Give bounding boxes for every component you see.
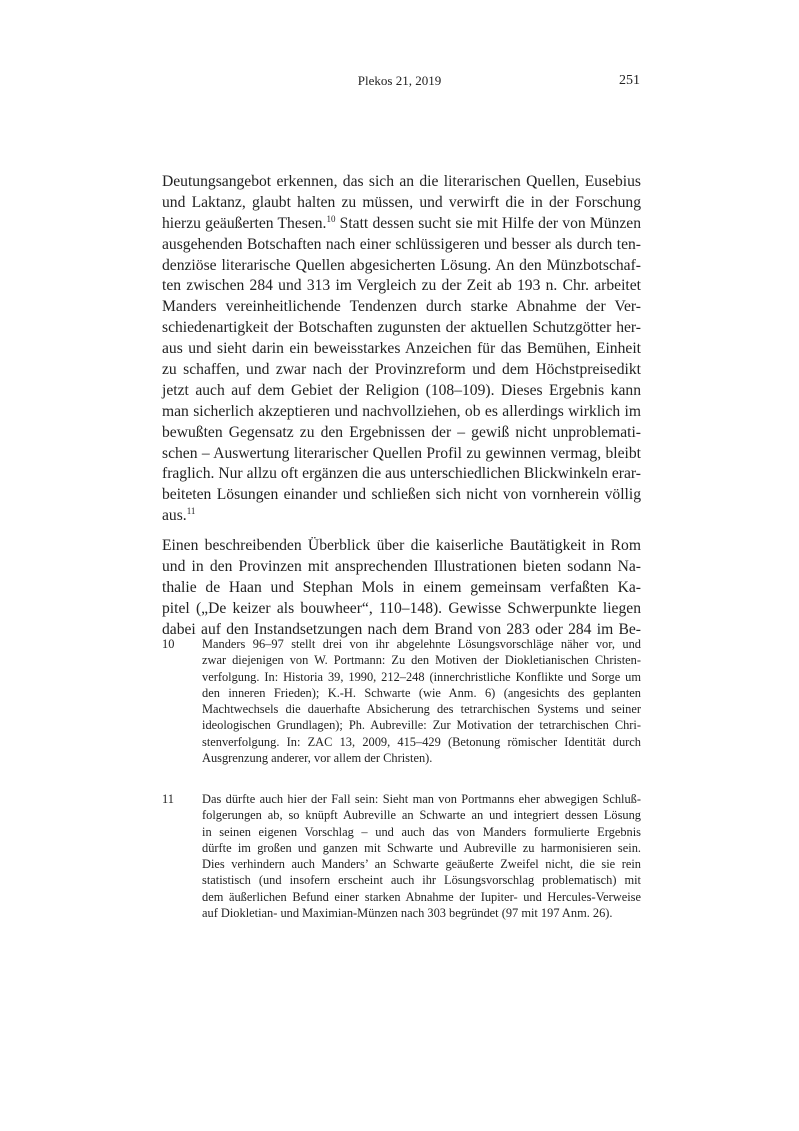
- footnote-line: dem äußerlichen Befund einer starken Abnahme der Iupiter- und Hercules-Verweise: [202, 889, 641, 904]
- footnote-reference[interactable]: 11: [186, 506, 196, 517]
- line-text: man sicherlich akzeptieren und nachvollziehen, ob es allerdings wirklich im: [162, 402, 641, 420]
- line-text: und in den Provinzen mit ansprechenden Illustrationen bieten sodann Na-: [162, 558, 641, 576]
- text-line: [162, 276, 641, 297]
- text-line: [162, 536, 641, 557]
- line-text: beiteten Lösungen einander und schließen sich nicht von vornherein völlig: [162, 486, 641, 504]
- line-text: schiedenartigkeit der Botschaften zugunsten der aktuellen Schutzgötter her-: [162, 319, 641, 337]
- footnote-text: [202, 636, 641, 766]
- text-line: [162, 193, 641, 214]
- line-text: fraglich. Nur allzu oft ergänzen die aus unterschiedlichen Blickwinkeln erar-: [162, 465, 641, 483]
- footnote-line: auf Diokletian- und Maximian-Münzen nach 303 begründet (97 mit 197 Anm. 26).: [202, 906, 613, 921]
- text-line: [162, 360, 641, 381]
- line-text: pitel („De keizer als bouwheer“, 110–148). Gewisse Schwerpunkte liegen: [162, 599, 641, 617]
- line-text: jetzt auch auf dem Gebiet der Religion (108–109). Dieses Ergebnis kann: [162, 381, 641, 399]
- footnote-number: 11: [162, 792, 174, 806]
- text-line: [162, 256, 641, 277]
- footnote-line: Das dürfte auch hier der Fall sein: Sieht man von Portmanns eher abwegigen Schluß-: [202, 792, 641, 806]
- text-line: [162, 214, 641, 235]
- line-text: schen – Auswertung literarischer Quellen Profil zu gewinnen vermag, bleibt: [162, 444, 641, 462]
- line-text: dabei auf den Instandsetzungen nach dem Brand von 283 oder 284 im Be-: [162, 620, 641, 638]
- line-text: ausgehenden Botschaften nach einer schlüssigeren und besser als durch ten-: [162, 235, 641, 253]
- line-text: zu schaffen, und zwar nach der Provinzreform und dem Höchstpreisedikt: [162, 361, 641, 379]
- footnote-line: den inneren Frieden); K.-H. Schwarte (wie Anm. 6) (angesichts des geplanten: [202, 685, 641, 700]
- line-text: Deutungsangebot erkennen, das sich an die literarischen Quellen, Eusebius: [162, 173, 641, 190]
- text-line: [162, 599, 641, 620]
- text-line: [162, 444, 641, 465]
- text-line: [162, 339, 641, 360]
- line-text: und Laktanz, glaubt halten zu müssen, und verwirft die in der Forschung: [162, 193, 641, 211]
- text-line: [162, 318, 641, 339]
- footnote-text: [202, 791, 641, 921]
- footnote-10: [162, 636, 641, 766]
- footnote-line: zwar diejenigen von W. Portmann: Zu den Motiven der Diokletianischen Christen-: [202, 653, 641, 668]
- text-line: [162, 485, 641, 506]
- text-line: [162, 381, 641, 402]
- footnote-line: ideologischen Grundlagen); Ph. Aubreville: Zur Motivation der tetrarchischen Chri-: [202, 718, 641, 733]
- footnote-reference[interactable]: 10: [326, 213, 336, 224]
- footnote-line: in seinen eigenen Vorschlag – und auch das von Manders formulierte Ergebnis: [202, 824, 641, 839]
- footnote-line: Dies verhindern auch Manders’ an Schwarte geäußerte Zweifel nicht, die sie rein: [202, 857, 641, 872]
- footnote-line: Manders 96–97 stellt drei von ihr abgelehnte Lösungsvorschläge näher vor, und: [202, 637, 641, 651]
- line-text: Manders vereinheitlichende Tendenzen durch starke Abnahme der Ver-: [162, 298, 641, 316]
- footnote-line: Machtwechsels die dauerhafte Absicherung des tetrarchischen Systems und seiner: [202, 702, 641, 717]
- footnote-number: 10: [162, 637, 175, 651]
- text-line: [162, 557, 641, 578]
- paragraph-gap: [162, 527, 641, 536]
- footnote-line: stenverfolgung. In: ZAC 13, 2009, 415–429 (Betonung römischer Identität durch: [202, 734, 641, 749]
- text-line: [162, 464, 641, 485]
- text-line: [162, 578, 641, 599]
- line-text: hierzu geäußerten Thesen.: [162, 214, 327, 232]
- text-line: [162, 172, 641, 193]
- text-line: [162, 235, 641, 256]
- text-line: [162, 506, 641, 527]
- line-text: thalie de Haan und Stephan Mols in einem gemeinsam verfaßten Ka-: [162, 578, 641, 596]
- line-text: aus.: [162, 507, 187, 525]
- paragraph: [162, 172, 641, 527]
- text-line: [162, 423, 641, 444]
- running-header: Plekos 21, 2019: [357, 73, 442, 88]
- footnote-line: verfolgung. In: Historia 39, 1990, 212–248 (innerchristliche Konflikte und Sorge um: [202, 669, 641, 684]
- footnote-line: folgerungen ab, so knüpft Aubreville an Schwarte an und integriert dessen Lösung: [202, 808, 641, 823]
- line-text: aus und sieht darin ein beweisstarkes Anzeichen für das Bemühen, Einheit: [162, 340, 641, 358]
- paragraph: [162, 536, 641, 640]
- page-number: 251: [619, 73, 640, 88]
- footnote-line: dürfte im großen und ganzen mit Schwarte und Aubreville zu harmonisieren sein.: [202, 840, 641, 855]
- line-text: ten zwischen 284 und 313 im Vergleich zu der Zeit ab 193 n. Chr. arbeitet: [162, 277, 641, 295]
- line-text: Statt dessen sucht sie mit Hilfe der von Münzen: [335, 214, 641, 232]
- body-text: [162, 172, 641, 641]
- footnote-11: [162, 791, 641, 921]
- line-text: denziöse literarische Quellen abgesicherten Lösung. An den Münzbotschaf-: [162, 256, 641, 274]
- line-text: Einen beschreibenden Überblick über die kaiserliche Bautätigkeit in Rom: [162, 537, 641, 555]
- footnote-line: Ausgrenzung anderer, vor allem der Christen).: [202, 751, 433, 766]
- text-line: [162, 402, 641, 423]
- footnote-line: statistisch (und insofern erscheint auch ihr Lösungsvorschlag problematisch) mit: [202, 873, 641, 888]
- line-text: bewußten Gegensatz zu den Ergebnissen der – gewiß nicht unproblemati-: [162, 423, 641, 441]
- text-line: [162, 297, 641, 318]
